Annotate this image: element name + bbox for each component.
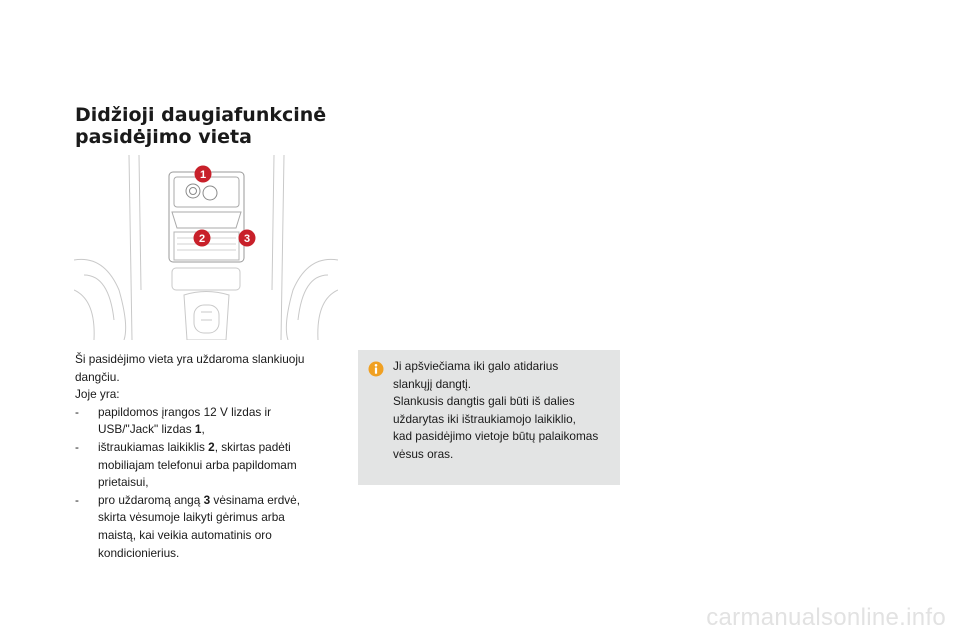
callout-2-label: 2: [198, 233, 206, 245]
list-item-line: kondicionierius.: [98, 545, 180, 560]
note-line: vėsus oras.: [393, 446, 454, 461]
info-icon: [368, 361, 384, 377]
callout-2: [194, 230, 211, 247]
info-note-box: [358, 350, 620, 485]
callout-3-label: 3: [243, 233, 251, 245]
note-line: kad pasidėjimo vietoje būtų palaikomas: [393, 429, 599, 444]
ref-number: 3: [203, 492, 211, 507]
intro-line-2: dangčiu.: [75, 369, 120, 384]
contains-label: Joje yra:: [75, 387, 120, 402]
list-item-line: skirta vėsumoje laikyti gėrimus arba: [98, 510, 285, 525]
storage-compartment-illustration: [74, 150, 338, 340]
callout-3: [239, 230, 256, 247]
intro-line-1: Ši pasidėjimo vieta yra uždaroma slankiuoju: [75, 352, 305, 366]
title-line-1: Didžioji daugiafunkcinė: [75, 104, 327, 126]
list-item-line: pro uždaromą angą 3 vėsinama erdvė,: [98, 492, 300, 507]
ref-number: 1: [194, 422, 202, 437]
list-item: [75, 404, 350, 439]
list-dash: -: [75, 439, 79, 454]
list-item-line: USB/"Jack" lizdas 1,: [98, 422, 205, 437]
description-text: [75, 351, 350, 562]
list-item-line: papildomos įrangos 12 V lizdas ir: [98, 404, 272, 419]
ref-number: 2: [208, 439, 215, 454]
list-dash: -: [75, 404, 79, 419]
list-item-line: ištraukiamas laikiklis 2, skirtas padėti: [98, 439, 291, 454]
list-dash: -: [75, 492, 79, 507]
note-line: Ji apšviečiama iki galo atidarius: [393, 359, 559, 373]
callout-1-label: 1: [199, 169, 207, 181]
note-line: Slankusis dangtis gali būti iš dalies: [393, 394, 575, 409]
watermark: carmanualsonline.info: [706, 604, 946, 631]
note-text: [393, 358, 615, 464]
list-item-line: mobiliajam telefonui arba papildomam: [98, 457, 297, 472]
list-item: [75, 439, 350, 492]
callout-1: [195, 166, 212, 183]
list-item-line: maistą, kai veikia automatinis oro: [98, 527, 272, 542]
page-title: [75, 104, 375, 148]
list-item-line: prietaisui,: [98, 475, 149, 490]
note-line: uždarytas iki ištraukiamojo laikiklio,: [393, 411, 576, 426]
note-line: slankųjį dangtį.: [393, 376, 472, 391]
list-item: [75, 492, 350, 562]
title-line-2: pasidėjimo vieta: [75, 126, 252, 148]
